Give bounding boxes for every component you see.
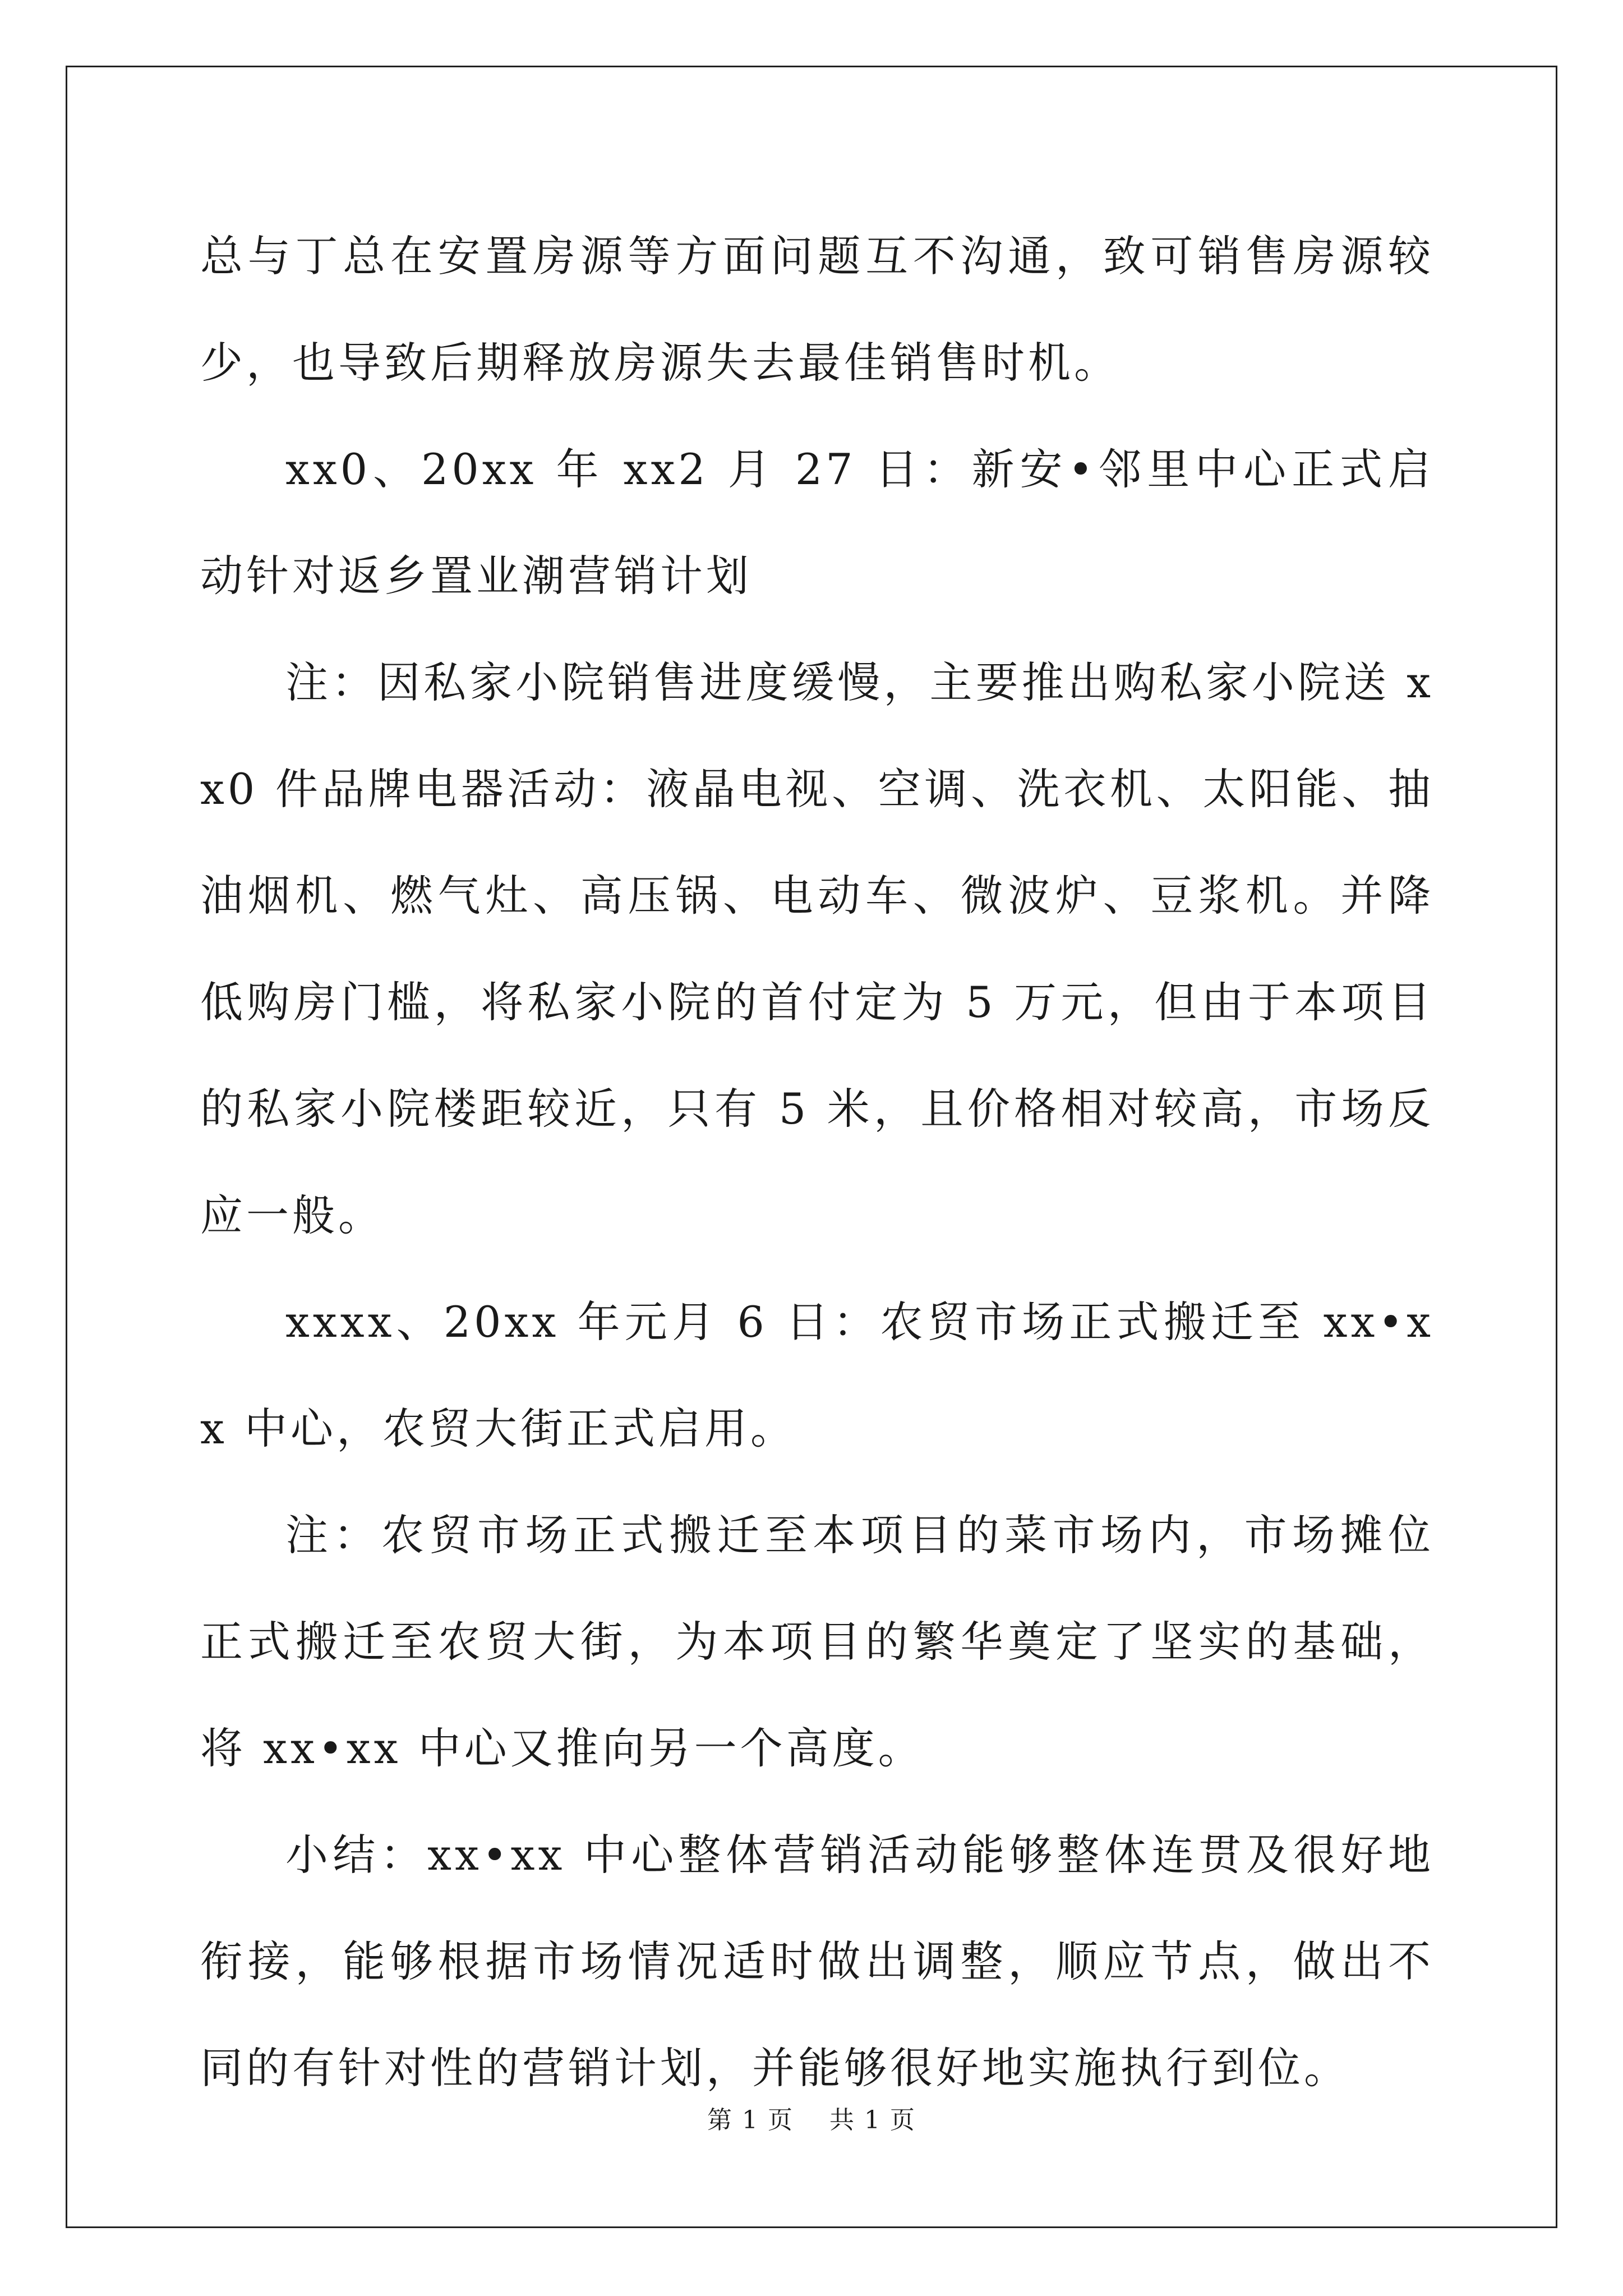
document-body (200, 203, 1434, 2122)
paragraph: xx0、20xx 年 xx2 月 27 日：新安•邻里中心正式启动针对返乡置业潮营销计划 (200, 444, 1434, 601)
page-number: 第 1 页 (707, 2106, 794, 2134)
paragraph: xxxx、20xx 年元月 6 日：农贸市场正式搬迁至 xx•xx 中心，农贸大街正式启用。 (200, 1297, 1434, 1453)
footer-spacer (794, 2106, 829, 2134)
paragraph: 注：因私家小院销售进度缓慢，主要推出购私家小院送 xx0 件品牌电器活动：液晶电视、空调、洗衣机、太阳能、抽油烟机、燃气灶、高压锅、电动车、微波炉、豆浆机。并降低购房门槛，将私家小院的首付定为 5 万元，但由于本项目的私家小院楼距较近，只有 5 米，且价格相对较高，市场反应一般。 (200, 657, 1434, 1240)
paragraph: 总与丁总在安置房源等方面问题互不沟通，致可销售房源较少，也导致后期释放房源失去最佳销售时机。 (200, 231, 1434, 388)
page-footer (0, 2104, 1623, 2137)
paragraph: 注：农贸市场正式搬迁至本项目的菜市场内，市场摊位正式搬迁至农贸大街，为本项目的繁华奠定了坚实的基础，将 xx•xx 中心又推向另一个高度。 (200, 1510, 1434, 1773)
paragraph: 小结：xx•xx 中心整体营销活动能够整体连贯及很好地衔接，能够根据市场情况适时做出调整，顺应节点，做出不同的有针对性的营销计划，并能够很好地实施执行到位。 (200, 1830, 1434, 2093)
page-total: 共 1 页 (829, 2106, 916, 2134)
